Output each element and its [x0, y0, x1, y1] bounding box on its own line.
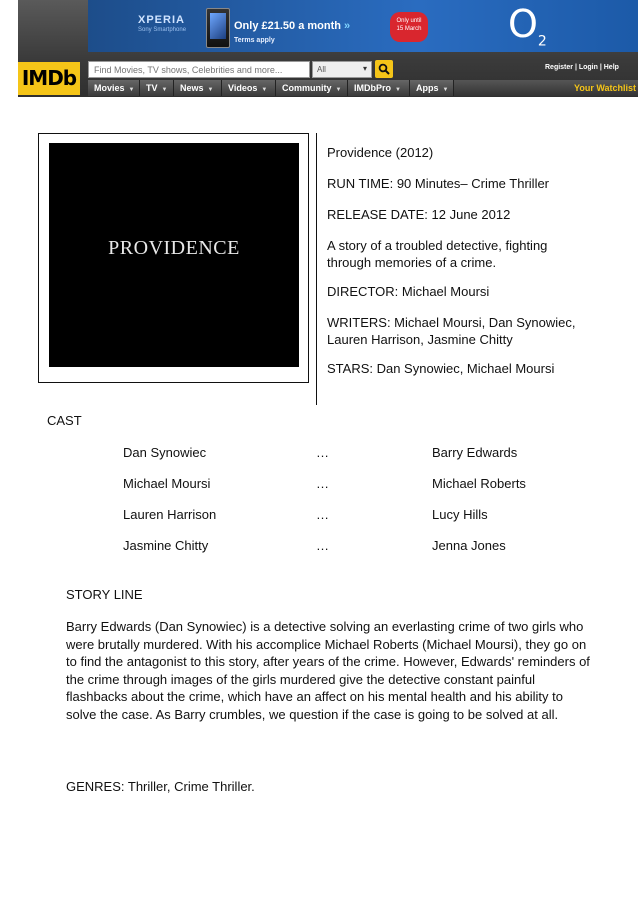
ad-brand-sub: Sony Smartphone: [138, 27, 187, 33]
ad-banner[interactable]: [88, 0, 638, 52]
cast-actor: Jasmine Chitty: [123, 538, 209, 553]
stars: STARS: Dan Synowiec, Michael Moursi: [327, 361, 555, 376]
storyline-text: Barry Edwards (Dan Synowiec) is a detective solving an everlasting crime of two girls who were brutally murdered. With his accomplice Michael Roberts (Michael Moursi), they go on to find the antagonist to this story, after years of the crime. However, Edwards' reminders of the crime through images of the girls murdered give the detective constant painful flashbacks about the crime, which have an affect on his mental health and his ability to solve the case. As Barry crumbles, we question if the case is going to be solved at all.: [66, 619, 590, 722]
nav-label: Videos: [228, 83, 258, 93]
chevron-down-icon: ▼: [442, 87, 449, 93]
cast-heading: CAST: [47, 413, 82, 428]
chevron-down-icon: ▼: [395, 87, 401, 93]
nav-tv[interactable]: [140, 80, 174, 96]
nav-label: Movies: [94, 83, 125, 93]
ad-price-text: Only £21.50 a month: [234, 20, 341, 32]
main-nav: [88, 80, 638, 96]
genres: GENRES: Thriller, Crime Thriller.: [66, 779, 255, 794]
summary: A story of a troubled detective, fighting through memories of a crime.: [327, 238, 548, 270]
watchlist-link[interactable]: Your Watchlist: [573, 83, 636, 93]
search-button[interactable]: [375, 60, 393, 78]
search-category-value: All: [317, 65, 326, 74]
poster-title: PROVIDENCE: [108, 237, 240, 259]
nav-movies[interactable]: [88, 80, 140, 96]
cast-role: Michael Roberts: [432, 476, 526, 491]
nav-community[interactable]: [276, 80, 348, 96]
cast-row: [0, 476, 638, 493]
nav-apps[interactable]: [410, 80, 454, 96]
ad-price: [234, 20, 350, 32]
nav-label: Apps: [416, 83, 439, 93]
chevron-down-icon: ▾: [362, 64, 367, 73]
ad-badge-line2: 15 March: [396, 26, 422, 32]
cast-role: Jenna Jones: [432, 538, 506, 553]
storyline-heading: STORY LINE: [66, 587, 143, 602]
cast-actor: Dan Synowiec: [123, 445, 207, 460]
director: DIRECTOR: Michael Moursi: [327, 284, 490, 299]
search-category-select[interactable]: [312, 61, 372, 78]
chevron-down-icon: ▼: [207, 87, 214, 93]
movie-title: Providence (2012): [327, 145, 434, 160]
nav-label: TV: [146, 83, 158, 93]
phone-icon: [206, 8, 230, 48]
poster-frame: [38, 133, 309, 383]
ad-badge-line1: Only until: [396, 18, 422, 24]
column-divider: [316, 133, 317, 405]
nav-label: Community: [282, 83, 332, 93]
cast-row: [0, 507, 638, 524]
cast-actor: Michael Moursi: [123, 476, 211, 491]
nav-imdbpro[interactable]: [348, 80, 410, 96]
ad-badge: [390, 12, 428, 42]
cast-row: [0, 445, 638, 462]
writers: WRITERS: Michael Moursi, Dan Synowiec, Lauren Harrison, Jasmine Chitty: [327, 315, 576, 347]
imdb-logo[interactable]: IMDb: [18, 62, 80, 95]
cast-separator: …: [316, 476, 329, 491]
cast-row: [0, 538, 638, 555]
account-links[interactable]: Register | Login | Help: [545, 64, 619, 71]
chevron-down-icon: ▼: [128, 87, 135, 93]
ad-arrow-icon: »: [344, 20, 351, 32]
release-date: RELEASE DATE: 12 June 2012: [327, 207, 511, 222]
imdb-header: [18, 0, 638, 97]
chevron-down-icon: ▼: [261, 87, 268, 93]
chevron-down-icon: ▼: [161, 87, 168, 93]
cast-separator: …: [316, 445, 329, 460]
chevron-down-icon: ▼: [335, 87, 342, 93]
cast-actor: Lauren Harrison: [123, 507, 217, 522]
movie-poster: [49, 143, 299, 367]
search-icon: [378, 63, 390, 75]
ad-brand: XPERIA: [138, 14, 185, 26]
cast-role: Barry Edwards: [432, 445, 518, 460]
carrier-logo-letter: O: [508, 2, 538, 46]
cast-role: Lucy Hills: [432, 507, 488, 522]
ad-terms: Terms apply: [234, 37, 275, 44]
nav-news[interactable]: [174, 80, 222, 96]
carrier-logo: [508, 4, 547, 62]
cast-separator: …: [316, 507, 329, 522]
runtime: RUN TIME: 90 Minutes– Crime Thriller: [327, 176, 550, 191]
nav-videos[interactable]: [222, 80, 276, 96]
nav-label: IMDbPro: [354, 83, 391, 93]
search-input[interactable]: [88, 61, 310, 78]
carrier-logo-sub: 2: [537, 33, 547, 50]
cast-separator: …: [316, 538, 329, 553]
nav-label: News: [180, 83, 204, 93]
